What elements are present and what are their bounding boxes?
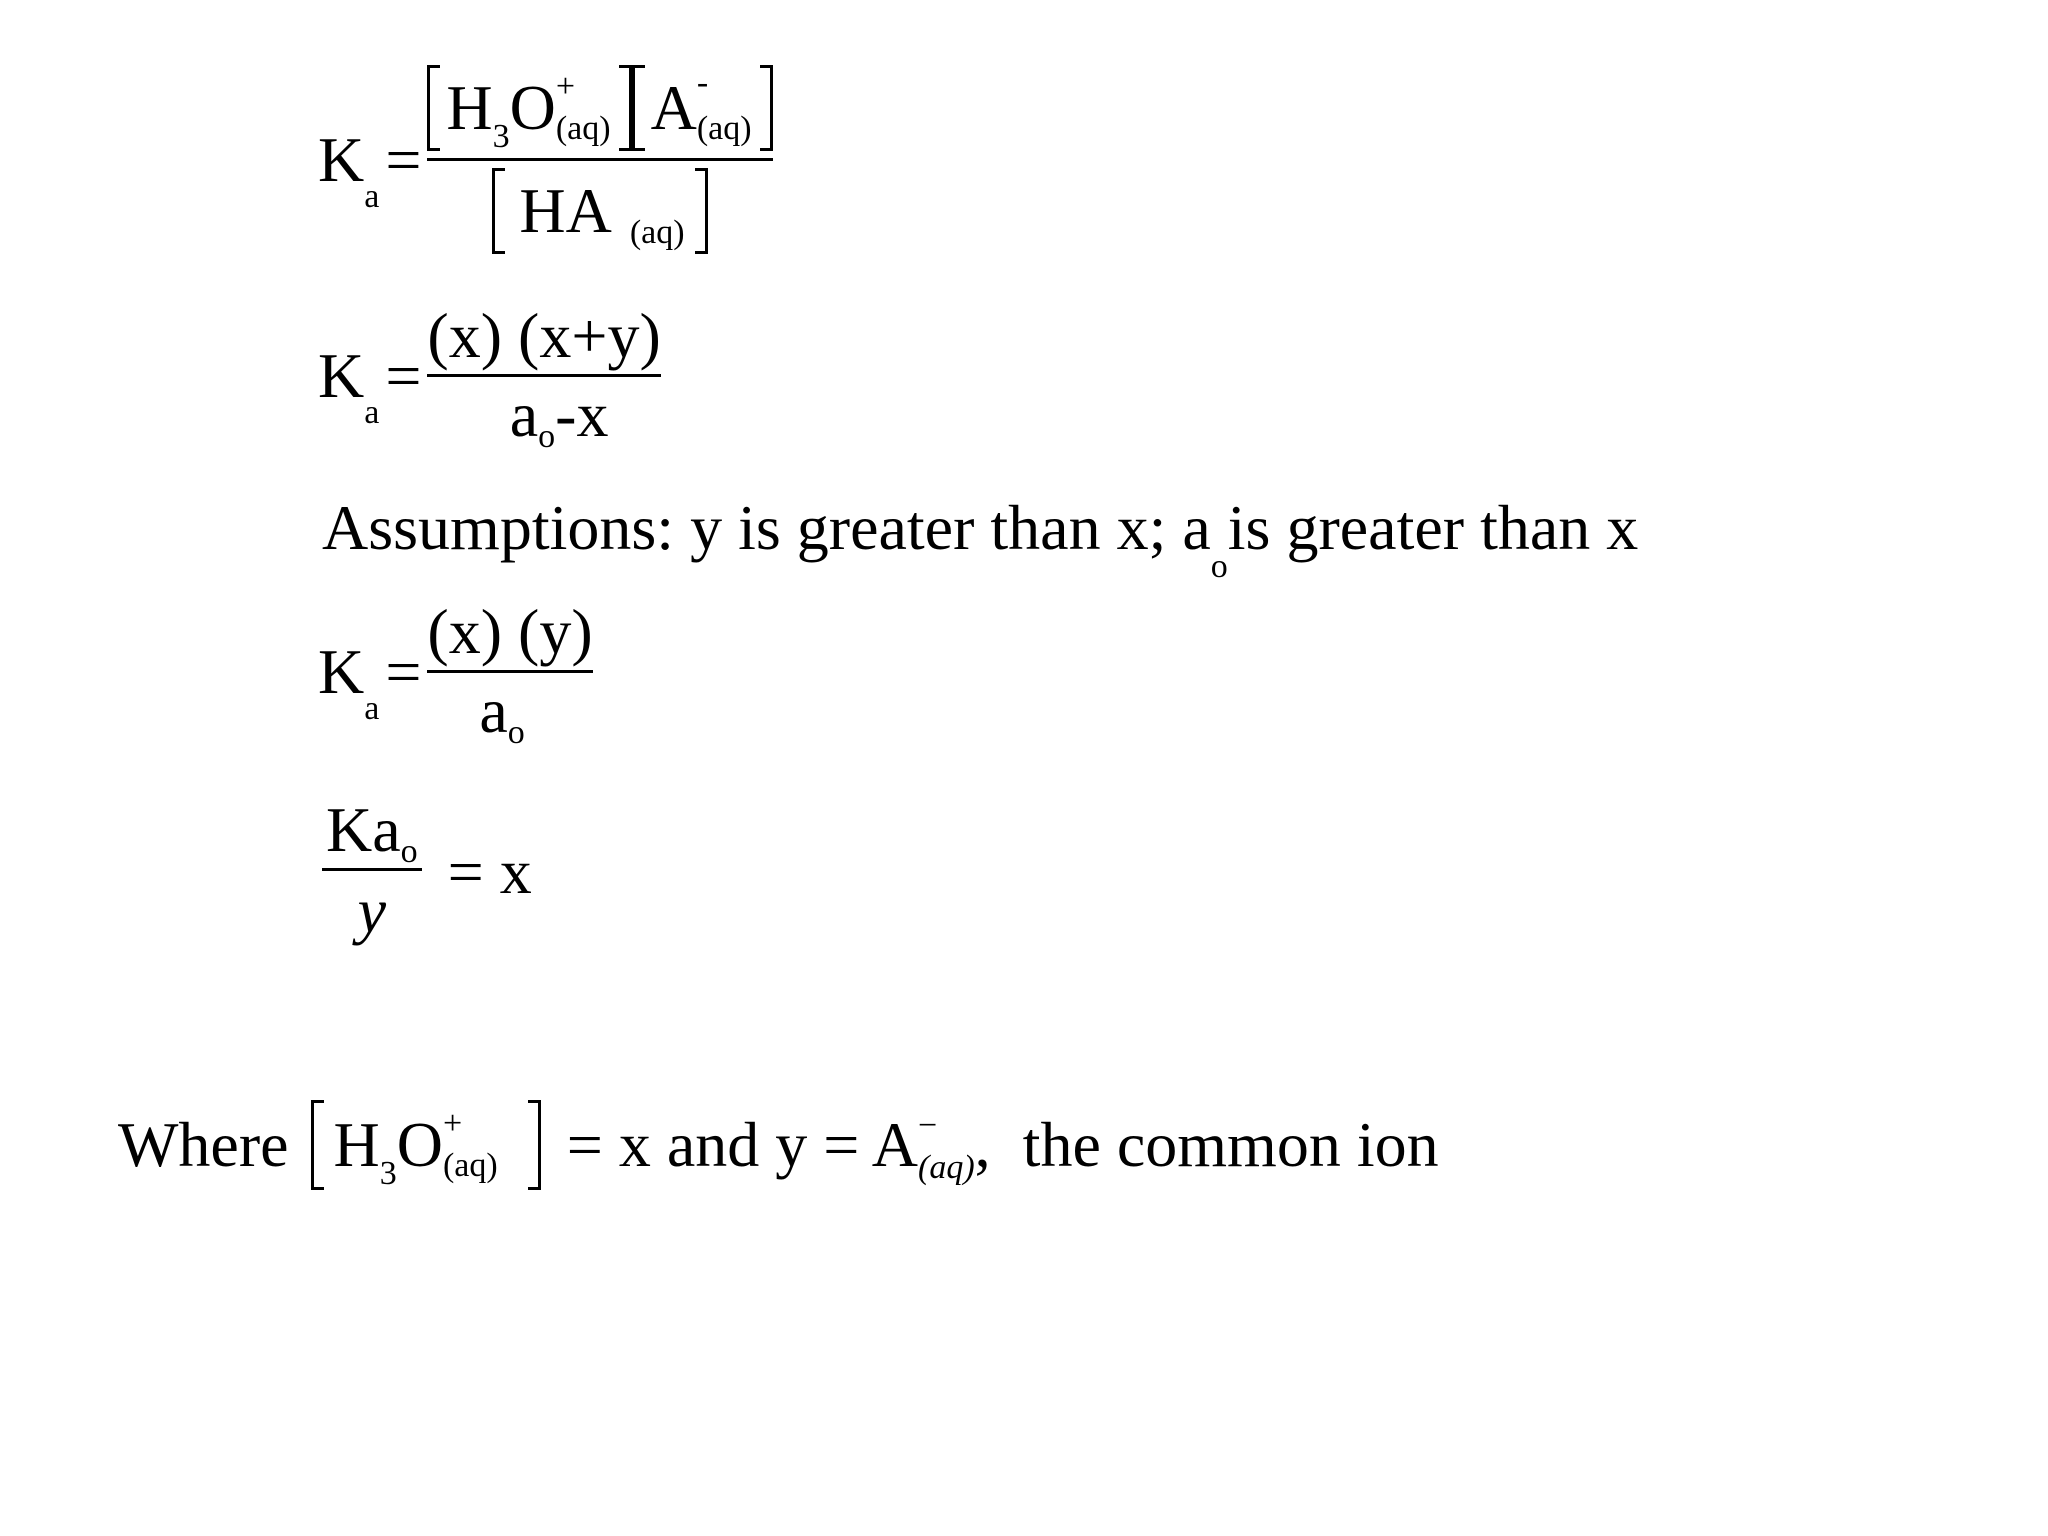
equals-sign: =: [385, 635, 422, 707]
ka-fraction: [427, 58, 772, 261]
ka-simplified-fraction: [427, 594, 592, 749]
ka-xy-equation: [318, 298, 661, 453]
ka-symbol: $K_a$: [318, 339, 380, 431]
x-solution-fraction: Ka o y: [322, 792, 422, 951]
denominator: a o: [479, 675, 525, 751]
ka-simplified-equation: [318, 594, 593, 749]
numerator-text: (x) (y): [427, 596, 593, 667]
where-label: Where: [118, 1109, 289, 1180]
ka-denominator: HA (aq): [492, 161, 707, 261]
assumptions-text: Assumptions: y is greater than x; $a_ois$ greater than x: [322, 492, 1639, 585]
equals-sign: =: [385, 123, 422, 195]
ka-symbol: $K_a$: [318, 635, 380, 727]
common-ion-text: , the common ion: [974, 1109, 1439, 1180]
ka-numerator: $H_3O$ + (aq) A - (aq): [427, 58, 772, 158]
numerator-text: (x) (x+y): [427, 300, 661, 371]
ka-definition-equation: [318, 58, 773, 261]
denominator: a o -x: [509, 379, 609, 455]
equals-sign: =: [385, 339, 422, 411]
equals-x: = x: [447, 835, 532, 907]
ka-xy-fraction: [427, 298, 660, 453]
x-solution-equation: [322, 792, 532, 951]
where-definition-line: Where $H_3O$ + (aq) = x and y = A − (aq) , the common ion: [118, 1100, 1439, 1190]
ka-symbol: $K_a$: [318, 123, 380, 215]
where-middle-text: = x and y = A: [566, 1109, 918, 1180]
